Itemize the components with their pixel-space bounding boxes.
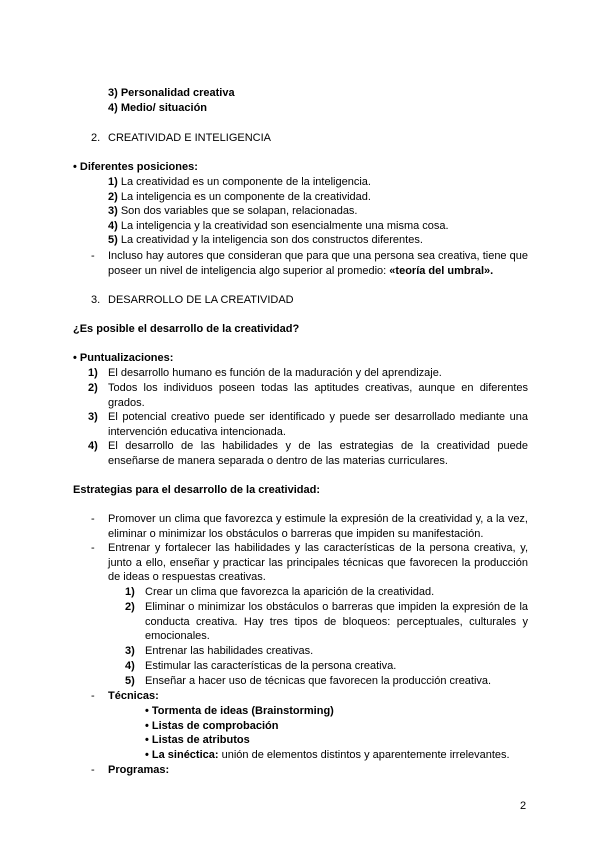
list-item: 1) La creatividad es un componente de la inteligencia. bbox=[108, 176, 371, 188]
item-number: 3) bbox=[125, 645, 135, 657]
programs-label: Programas: bbox=[108, 764, 170, 776]
dash-marker: - bbox=[91, 764, 95, 776]
section-3-question: ¿Es posible el desarrollo de la creatividad? bbox=[73, 323, 300, 335]
list-item: 2) La inteligencia es un componente de la creatividad. bbox=[108, 190, 371, 203]
sub-list-item: Enseñar a hacer uso de técnicas que favorecen la producción creativa. bbox=[145, 675, 492, 687]
list-item: 3) Son dos variables que se solapan, relacionadas. bbox=[108, 205, 358, 217]
sub-list-item: Crear un clima que favorezca la aparición de la creatividad. bbox=[145, 586, 435, 598]
item-number: 4) bbox=[125, 660, 135, 672]
list-item: • Listas de comprobación bbox=[145, 719, 279, 732]
dash-marker: - bbox=[91, 542, 95, 554]
sub-list-item: Entrenar las habilidades creativas. bbox=[145, 645, 314, 657]
sub-list-item: Estimular las características de la persona creativa. bbox=[145, 660, 397, 672]
threshold-theory: «teoría del umbral». bbox=[389, 264, 494, 277]
list-item: El desarrollo humano es función de la maduración y del aprendizaje. bbox=[108, 367, 442, 379]
item-number: 1) bbox=[88, 367, 98, 379]
item-number: 5) bbox=[125, 675, 135, 687]
techniques-label: Técnicas: bbox=[108, 690, 159, 702]
list-item: • Tormenta de ideas (Brainstorming) bbox=[145, 705, 334, 717]
list-item: 5) La creatividad y la inteligencia son dos constructos diferentes. bbox=[108, 234, 423, 246]
list-item: Todos los individuos poseen todas las aptitudes creativas, aunque en diferentes grados. bbox=[108, 382, 528, 409]
positions-list bbox=[108, 175, 528, 248]
item-number: 2) bbox=[88, 382, 98, 394]
dash-marker: - bbox=[91, 250, 95, 262]
top-list-item-4: 4) Medio/ situación bbox=[108, 102, 208, 114]
page-number: 2 bbox=[520, 800, 527, 812]
section-2-title: CREATIVIDAD E INTELIGENCIA bbox=[108, 132, 271, 144]
top-list-item-3: 3) Personalidad creativa bbox=[108, 87, 235, 99]
dash-marker: - bbox=[91, 513, 95, 525]
list-item: El potencial creativo puede ser identificado y puede ser desarrollado mediante una intervención educativa intencionada. bbox=[108, 411, 528, 438]
section-3-bullet: • Puntualizaciones: bbox=[73, 352, 174, 364]
list-item: El desarrollo de las habilidades y de las estrategias de la creatividad puede enseñarse de manera separada o dentro de las materias curriculares. bbox=[108, 440, 528, 467]
item-number: 1) bbox=[125, 586, 135, 598]
strategy-item: Entrenar y fortalecer las habilidades y las características de la persona creativa, y, junto a ello, enseñar y practicar las principales técnicas que favorecen la producción de ideas o respuestas creativas. bbox=[108, 542, 528, 583]
techniques-list bbox=[145, 704, 528, 762]
list-item: 4) La inteligencia y la creatividad son esencialmente una misma cosa. bbox=[108, 219, 449, 232]
dash-marker: - bbox=[91, 690, 95, 702]
item-number: 4) bbox=[88, 440, 98, 452]
list-item: • Listas de atributos bbox=[145, 734, 250, 746]
strategies-title: Estrategias para el desarrollo de la creatividad: bbox=[73, 484, 320, 496]
section-2-number: 2. bbox=[91, 132, 101, 144]
section-2-bullet: • Diferentes posiciones: bbox=[73, 161, 198, 173]
list-item: • La sinéctica: unión de elementos distintos y aparentemente irrelevantes. bbox=[145, 748, 510, 761]
sub-list-item: Eliminar o minimizar los obstáculos o barreras que impiden la expresión de la conducta creativa. Hay tres tipos de bloqueos: perceptuales, culturales y emocionales. bbox=[145, 601, 528, 642]
strategy-item: Promover un clima que favorezca y estimule la expresión de la creatividad y, a la vez, eliminar o minimizar los obstáculos o barreras que impiden su manifestación. bbox=[108, 513, 528, 540]
section-3-title: DESARROLLO DE LA CREATIVIDAD bbox=[108, 294, 294, 306]
threshold-note: Incluso hay autores que consideran que para que una persona sea creativa, tiene que poseer un nivel de inteligencia algo superior al promedio: «teoría del umbral». bbox=[108, 250, 528, 277]
item-number: 2) bbox=[125, 601, 135, 613]
section-3-number: 3. bbox=[91, 294, 101, 306]
item-number: 3) bbox=[88, 411, 98, 423]
